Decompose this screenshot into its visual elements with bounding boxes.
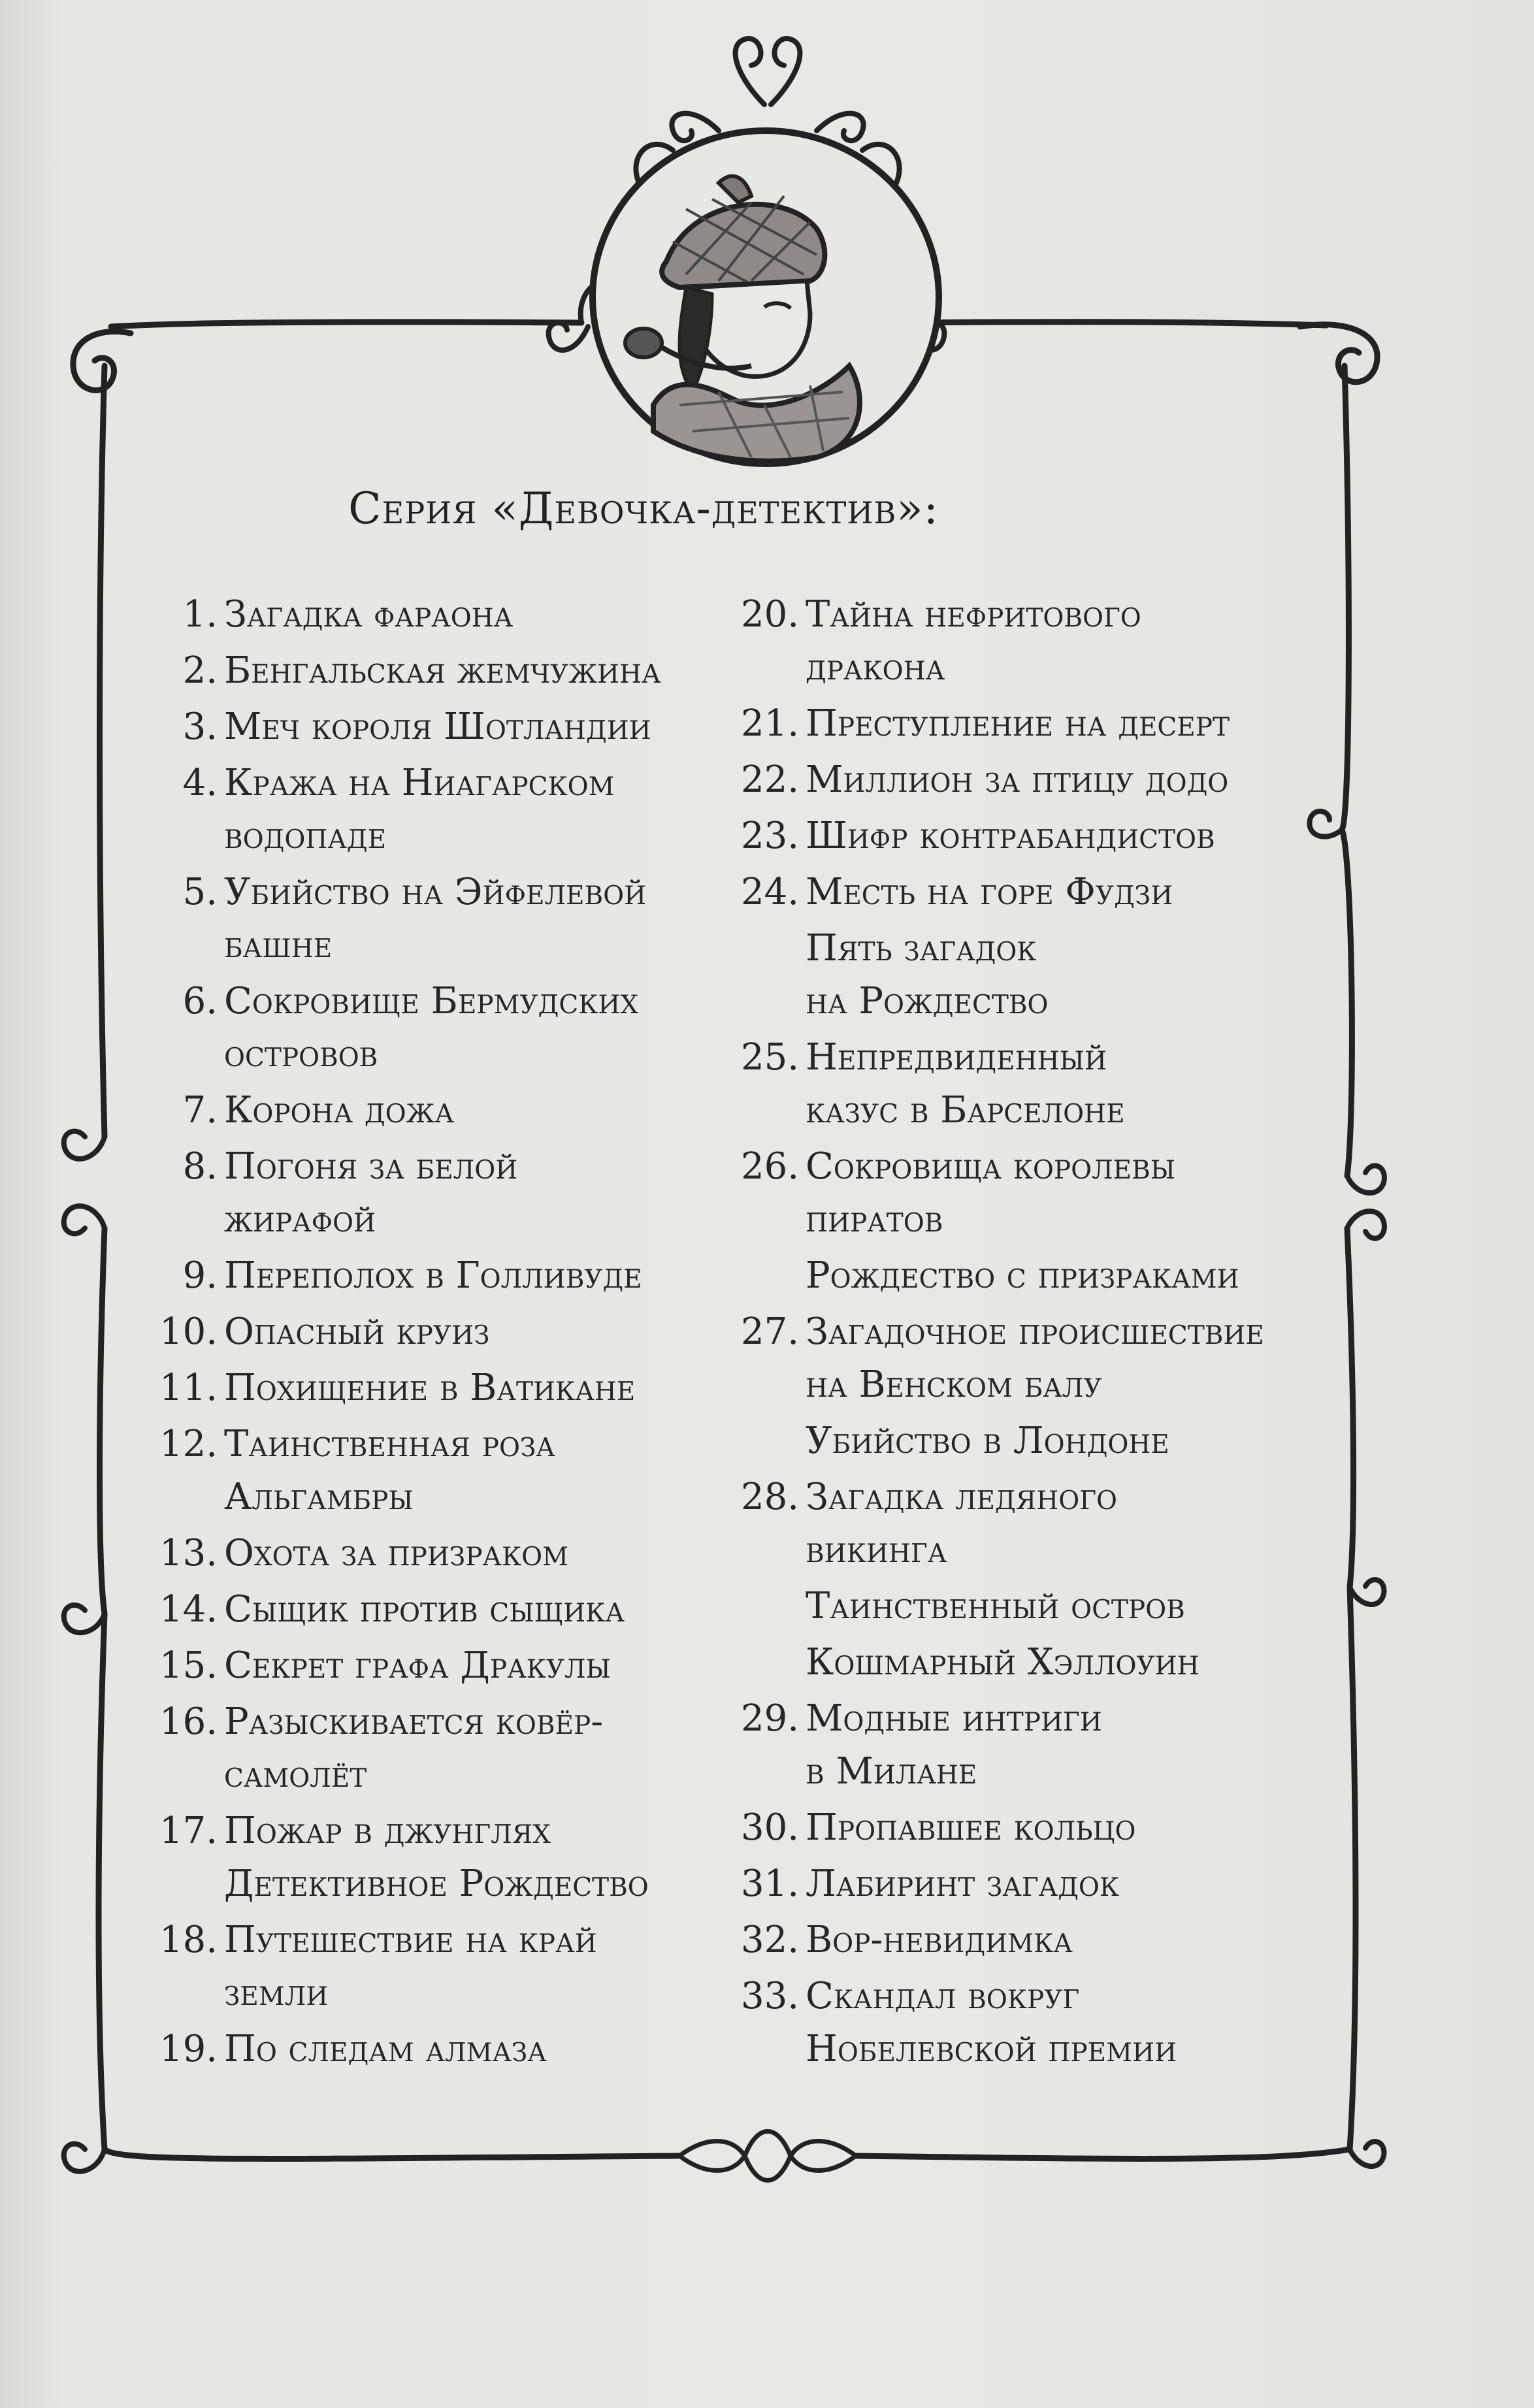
list-item [728, 753, 1316, 806]
book-number: 2. [182, 649, 218, 692]
list-item [147, 2023, 715, 2075]
list-item [147, 1305, 715, 1358]
book-title: Модные интриги [806, 1697, 1102, 1740]
book-title: Загадочное происшествие [806, 1310, 1264, 1353]
book-number: 19. [159, 2028, 218, 2070]
book-number: 8. [182, 1145, 218, 1188]
list-item [147, 1084, 715, 1137]
book-title: Убийство на Эйфелевой [224, 871, 647, 913]
book-number: 33. [740, 1975, 799, 2017]
book-number: 20. [740, 593, 799, 636]
book-title: Путешествие на край [224, 1919, 597, 1961]
book-number: 24. [740, 871, 799, 913]
book-number: 3. [182, 706, 218, 748]
book-title: башне [224, 924, 333, 966]
list-item [728, 1970, 1316, 2075]
book-title: Охота за призраком [224, 1532, 569, 1574]
list-item [147, 1527, 715, 1580]
book-title: Шифр контрабандистов [806, 815, 1215, 857]
list-item [728, 1249, 1316, 1302]
list-item [147, 1804, 715, 1910]
book-number: 17. [159, 1810, 218, 1852]
book-title: островов [224, 1033, 378, 1075]
list-item [728, 1414, 1316, 1467]
list-item [728, 809, 1316, 862]
book-number: 10. [159, 1310, 218, 1353]
list-item [147, 644, 715, 697]
book-number: 9. [182, 1254, 218, 1297]
book-title: Сокровища королевы [806, 1145, 1176, 1188]
book-number: 21. [740, 702, 799, 745]
book-title: Пожар в джунглях [224, 1810, 551, 1852]
list-item [147, 1249, 715, 1302]
book-title: Секрет графа Дракулы [224, 1644, 611, 1687]
list-item [728, 1636, 1316, 1689]
list-item [728, 922, 1316, 1028]
book-number: 6. [182, 980, 218, 1022]
book-title: водопаде [224, 815, 387, 857]
list-item [147, 700, 715, 753]
book-title: пиратов [806, 1198, 943, 1241]
book-list-right [728, 588, 1316, 2079]
book-number: 16. [159, 1700, 218, 1743]
book-title: Пропавшее кольцо [806, 1806, 1136, 1849]
book-title: Погоня за белой [224, 1145, 518, 1188]
book-title: Лабиринт загадок [806, 1863, 1120, 1905]
book-number: 4. [182, 762, 218, 804]
book-title: Сокровище Бермудских [224, 980, 639, 1022]
book-title: в Милане [806, 1750, 977, 1793]
book-number: 18. [159, 1919, 218, 1961]
book-title: Пять загадок [806, 927, 1037, 969]
book-title: на Рождество [806, 980, 1049, 1022]
list-item [728, 1031, 1316, 1137]
list-item [147, 588, 715, 641]
scroll-top-right [1300, 325, 1377, 382]
list-item [728, 588, 1316, 694]
book-title: Непредвиденный [806, 1036, 1107, 1079]
book-title: Таинственный остров [806, 1585, 1185, 1627]
book-title: Вор-невидимка [806, 1919, 1073, 1961]
book-title: Альгамбры [224, 1476, 414, 1518]
book-list-left [147, 588, 715, 2079]
book-title: Тайна нефритового [806, 593, 1141, 636]
book-title: Миллион за птицу додо [806, 758, 1229, 801]
book-title: Загадка ледяного [806, 1476, 1118, 1518]
book-title: Кража на Ниагарском [224, 762, 615, 804]
list-item [147, 1418, 715, 1523]
book-number: 11. [159, 1367, 218, 1409]
book-number: 25. [740, 1036, 799, 1079]
list-item [728, 1140, 1316, 1246]
list-item [728, 697, 1316, 750]
book-number: 14. [159, 1588, 218, 1631]
book-number: 22. [740, 758, 799, 801]
book-title: казус в Барселоне [806, 1089, 1125, 1131]
book-title: дракона [806, 646, 945, 689]
book-title: викинга [806, 1529, 947, 1571]
book-title: Детективное Рождество [224, 1863, 649, 1905]
list-item [728, 1913, 1316, 1966]
book-number: 26. [740, 1145, 799, 1188]
book-number: 29. [740, 1697, 799, 1740]
book-title: на Венском балу [806, 1363, 1102, 1406]
book-number: 13. [159, 1532, 218, 1574]
book-title: Переполох в Голливуде [224, 1254, 642, 1297]
book-title: Опасный круиз [224, 1310, 490, 1353]
list-item [728, 1857, 1316, 1910]
list-item [147, 1913, 715, 2019]
book-title: Месть на горе Фудзи [806, 871, 1173, 913]
book-number: 23. [740, 815, 799, 857]
book-number: 7. [182, 1089, 218, 1131]
list-item [147, 757, 715, 862]
book-number: 30. [740, 1806, 799, 1849]
book-title: Кошмарный Хэллоуин [806, 1641, 1199, 1684]
book-title: Разыскивается ковёр- [224, 1700, 604, 1743]
book-number: 5. [182, 871, 218, 913]
list-item [728, 1471, 1316, 1576]
book-number: 12. [159, 1423, 218, 1465]
list-item [147, 1140, 715, 1246]
book-number: 15. [159, 1644, 218, 1687]
book-title: земли [224, 1972, 329, 2014]
book-title: Убийство в Лондоне [806, 1420, 1169, 1462]
list-item [728, 1801, 1316, 1854]
book-title: Нобелевской премии [806, 2028, 1177, 2070]
list-item [728, 1305, 1316, 1411]
book-number: 28. [740, 1476, 799, 1518]
book-title: Таинственная роза [224, 1423, 555, 1465]
book-title: Рождество с призраками [806, 1254, 1239, 1297]
book-title: самолёт [224, 1753, 367, 1796]
book-title: Загадка фараона [224, 593, 514, 636]
list-item [728, 1580, 1316, 1633]
book-number: 27. [740, 1310, 799, 1353]
book-title: Корона дожа [224, 1089, 454, 1131]
list-item [728, 866, 1316, 919]
book-number: 32. [740, 1919, 799, 1961]
book-title: Бенгальская жемчужина [224, 649, 661, 692]
book-title: По следам алмаза [224, 2028, 547, 2070]
series-title: Серия «Девочка-детектив»: [348, 483, 939, 534]
list-item [147, 1361, 715, 1414]
list-item [728, 1692, 1316, 1798]
list-item [147, 975, 715, 1081]
medallion-icon [593, 131, 939, 464]
book-title: Скандал вокруг [806, 1975, 1080, 2017]
book-title: Меч короля Шотландии [224, 706, 651, 748]
book-title: жирафой [224, 1198, 376, 1241]
book-title: Сыщик против сыщика [224, 1588, 625, 1631]
book-number: 31. [740, 1863, 799, 1905]
list-item [147, 866, 715, 971]
list-item [147, 1695, 715, 1801]
list-item [147, 1583, 715, 1636]
book-title: Преступление на десерт [806, 702, 1230, 745]
book-number: 1. [182, 593, 218, 636]
book-title: Похищение в Ватикане [224, 1367, 636, 1409]
list-item [147, 1639, 715, 1692]
